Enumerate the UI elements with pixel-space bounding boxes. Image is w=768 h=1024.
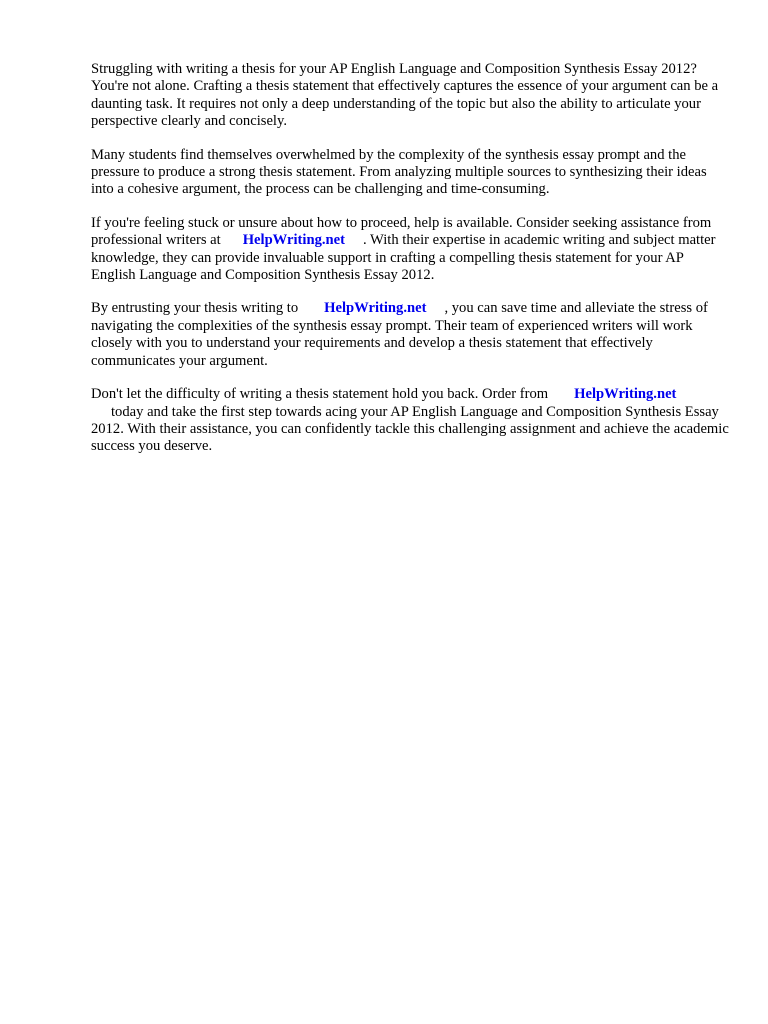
paragraph-entrusting bbox=[91, 300, 731, 370]
paragraph-text: , you can save time and alleviate the stress of navigating the complexities of the synthesis essay prompt. Their team of experienced writers will work closely with you to understand your requirements and develop a thesis statement that effectively communicates your argument. bbox=[91, 300, 708, 369]
paragraph-intro: Struggling with writing a thesis for your AP English Language and Composition Synthesis Essay 2012? You're not alone. Crafting a thesis statement that effectively captures the essence of your argument can be a daunting task. It requires not only a deep understanding of the topic but also the ability to articulate your perspective clearly and concisely. bbox=[91, 61, 719, 130]
paragraph-overwhelmed: Many students find themselves overwhelmed by the complexity of the synthesis essay prompt and the pressure to produce a strong thesis statement. From analyzing multiple sources to synthesizing their ideas into a cohesive argument, the process can be challenging and time-consuming. bbox=[91, 146, 707, 198]
helpwriting-link[interactable]: HelpWriting.net bbox=[242, 232, 345, 249]
paragraph-text: Don't let the difficulty of writing a thesis statement hold you back. Order from bbox=[91, 386, 549, 403]
helpwriting-link[interactable]: HelpWriting.net bbox=[324, 300, 427, 317]
paragraph-text: If you're feeling stuck or unsure about how to proceed, help is available. Consider seeking assistance from professional writers at bbox=[91, 214, 712, 249]
paragraph-text: By entrusting your thesis writing to bbox=[91, 300, 299, 317]
paragraph-help-available bbox=[91, 215, 731, 285]
paragraph-text: . With their expertise in academic writing and subject matter knowledge, they can provide invaluable support in crafting a compelling thesis statement for your AP English Language and Composition Synthesis Essay 2012. bbox=[91, 232, 716, 284]
paragraph-text: today and take the first step towards acing your AP English Language and Composition Synthesis Essay 2012. With their assistance, you can confidently tackle this challenging assignment and achieve the academic success you deserve. bbox=[91, 403, 729, 455]
paragraph-order-cta bbox=[91, 386, 731, 456]
document-page bbox=[91, 61, 731, 472]
helpwriting-link[interactable]: HelpWriting.net bbox=[574, 386, 677, 403]
